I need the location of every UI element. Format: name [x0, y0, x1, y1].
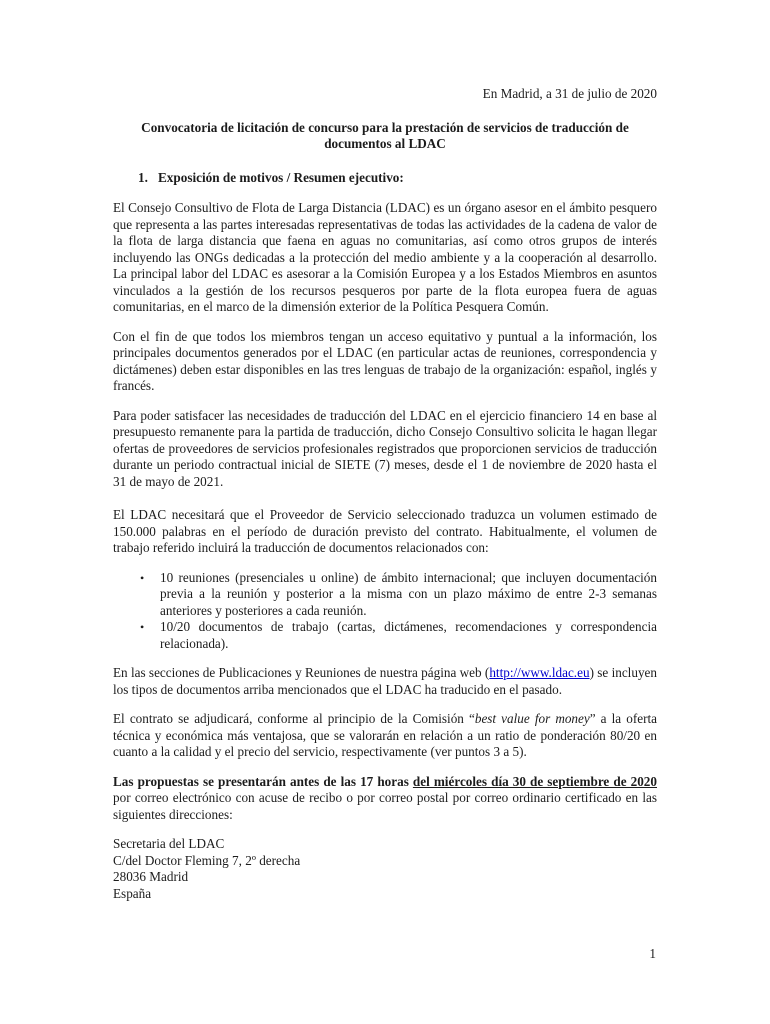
paragraph-contract-period: Para poder satisfacer las necesidades de traducción del LDAC en el ejercicio financiero 14 en base al presupuesto remanente para la partida de traducción, dicho Consejo Consultivo solicita le hagan llegar ofertas de proveedores de servicios profesionales registrados que proporcionen servicios de traducción durante un periodo contractual inicial de SIETE (7) meses, desde el 1 de noviembre de 2020 hasta el 31 de mayo de 2021. [113, 407, 657, 489]
paragraph-award-before: El contrato se adjudicará, conforme al principio de la Comisión “ [113, 711, 475, 726]
address-line-country: España [113, 885, 152, 901]
section-number: 1. [138, 169, 148, 185]
bullet-item-meetings: 10 reuniones (presenciales u online) de ámbito internacional; que incluyen documentación previa a la reunión y posterior a la misma con un plazo máximo de entre 2-3 semanas anteriores y posteriores a cada reunión. [160, 569, 657, 618]
bullet-list [113, 570, 657, 653]
deadline-date: del miércoles día 30 de septiembre de 2020 [412, 773, 657, 789]
list-item [113, 570, 657, 620]
ldac-website-link[interactable]: http://www.ldac.eu [489, 665, 590, 680]
bullet-icon: • [140, 620, 145, 634]
address-line-secretariat: Secretaria del LDAC [113, 836, 225, 851]
bullet-item-documents: 10/20 documentos de trabajo (cartas, dictámenes, recomendaciones y correspondencia relacionada). [160, 619, 657, 651]
paragraph-website-before: En las secciones de Publicaciones y Reuniones de nuestra página web ( [113, 665, 490, 680]
paragraph-website [113, 665, 657, 698]
address-line-city: 28036 Madrid [113, 869, 189, 884]
paragraph-deadline [113, 774, 657, 824]
document-title: Convocatoria de licitación de concurso para la prestación de servicios de traducción de documentos al LDAC [141, 119, 629, 151]
paragraph-website-after: ) se incluyen los tipos de documentos arriba mencionados que el LDAC ha traducido en el pasado. [113, 665, 657, 697]
paragraph-languages: Con el fin de que todos los miembros tengan un acceso equitativo y puntual a la información, los principales documentos generados por el LDAC (en particular actas de reuniones, correspondencia y dictámenes) deben estar disponibles en las tres lenguas de trabajo de la organización: español, inglés y francés. [113, 328, 657, 393]
list-item [113, 619, 657, 652]
page-number: 1 [649, 946, 656, 961]
deadline-bold-text: Las propuestas se presentarán antes de las 17 horas [113, 773, 413, 789]
paragraph-award-criteria [113, 711, 657, 761]
address-block [113, 836, 657, 902]
bullet-icon: • [140, 570, 145, 585]
section-heading [113, 170, 657, 187]
date-line: En Madrid, a 31 de julio de 2020 [482, 86, 657, 101]
paragraph-volume: El LDAC necesitará que el Proveedor de Servicio seleccionado traduzca un volumen estimado de 150.000 palabras en el período de duración previsto del contrato. Habitualmente, el volumen de trabajo referido incluirá la traducción de documentos relacionados con: [113, 507, 657, 555]
paragraph-award-after: ” a la oferta técnica y económica más ventajosa, que se valorarán en relación a un ratio de ponderación 80/20 en cuanto a la calidad y el precio del servicio, respectivamente (ver puntos 3 a 5). [113, 711, 657, 759]
paragraph-intro-ldac: El Consejo Consultivo de Flota de Larga Distancia (LDAC) es un órgano asesor en el ámbito pesquero que representa a las partes interesadas representativas de todas las actividades de la cadena de valor de la flota de larga distancia que faena en aguas no comunitarias, así como otros grupos de interés incluyendo las ONGs dedicadas a la protección del medio ambiente y a la cooperación al desarrollo. La principal labor del LDAC es asesorar a la Comisión Europea y a los Estados Miembros en asuntos vinculados a la gestión de los recursos pesqueros por parte de la flota europea fuera de aguas comunitarias, en el marco de la dimensión exterior de la Política Pesquera Común. [113, 200, 657, 314]
address-line-street: C/del Doctor Fleming 7, 2º derecha [113, 852, 301, 868]
best-value-phrase: best value for money [474, 711, 590, 726]
section-heading-text: Exposición de motivos / Resumen ejecutivo: [158, 169, 404, 185]
deadline-normal-text: por correo electrónico con acuse de recibo o por correo postal por correo ordinario certificado en las siguientes direcciones: [113, 790, 657, 822]
